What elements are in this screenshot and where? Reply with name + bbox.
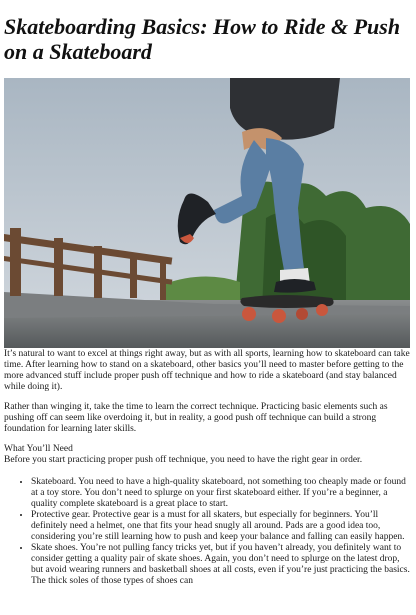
article-title: Skateboarding Basics: How to Ride & Push on a Skateboard — [4, 14, 401, 64]
list-item: • Protective gear. Protective gear is a must for all skaters, but especially for beginners. You’ll definitely need a helmet, one that fits your head snugly all around. Pads are a good idea too, considering you’re still learning how to push and keep your balance and falling can easily happen. — [31, 510, 410, 543]
technique-paragraph: Rather than winging it, take the time to learn the correct technique. Practicing basic elements such as pushing off can seem like overdoing it, but in reality, a good push off technique can build a strong foundation for learning later skills. — [4, 402, 388, 434]
gear-list — [4, 477, 410, 587]
section-heading: What You’ll Need — [4, 444, 73, 454]
hero-image — [4, 78, 410, 348]
skateboarder-illustration — [4, 78, 410, 348]
section-intro: Before you start practicing proper push off technique, you need to have the right gear in order. — [4, 455, 363, 465]
intro-paragraph: It’s natural to want to excel at things right away, but as with all sports, learning how to skateboard can take time. After learning how to stand on a skateboard, other basics you’ll need to master before getting to the more advanced stuff include proper push off technique and how to ride a skateboard (and stay balanced while doing it). — [4, 349, 410, 392]
article-body — [4, 349, 410, 587]
list-item: • Skate shoes. You’re not pulling fancy tricks yet, but if you haven’t already, you definitely want to consider getting a quality pair of skate shoes. Again, you don’t need to splurge on the latest drop, but avoid wearing runners and basketball shoes at all costs, even if you’re just practicing the basics. The thick soles of those types of shoes can — [31, 543, 410, 587]
list-item: • Skateboard. You need to have a high-quality skateboard, not something too cheaply made or found at a toy store. You don’t need to splurge on your first skateboard either. If you’re a beginner, a quality complete skateboard is a great place to start. — [31, 477, 410, 510]
